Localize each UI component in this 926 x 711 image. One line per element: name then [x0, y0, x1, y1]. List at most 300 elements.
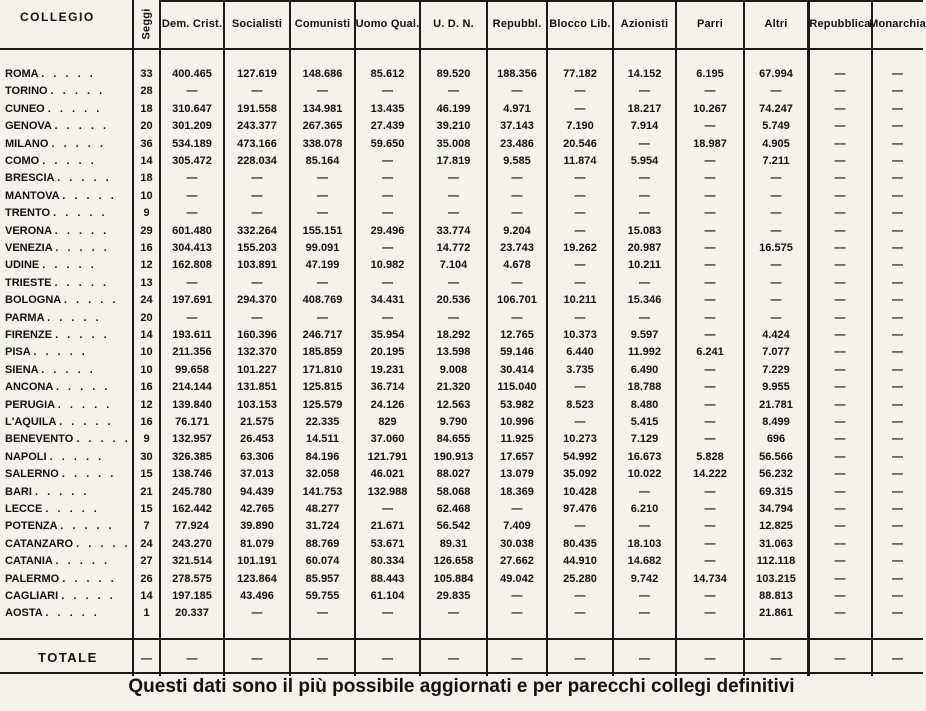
- vote-cell: —: [704, 503, 716, 515]
- vote-cell: 185.859: [302, 346, 343, 359]
- vote-cell: —: [704, 485, 716, 498]
- leader-dots: . . . . .: [55, 242, 110, 254]
- vote-cell: —: [511, 172, 523, 185]
- collegio-name-text: TRENTO: [5, 207, 51, 220]
- seggi-cell: 15: [140, 468, 153, 481]
- vote-cell: 18.369: [500, 485, 534, 498]
- vote-cell: —: [892, 520, 903, 533]
- vote-cell: 7.129: [630, 433, 659, 446]
- collegio-name: [0, 431, 133, 448]
- leader-dots: . . . . .: [51, 137, 106, 150]
- seggi-cell: 18: [140, 172, 153, 185]
- vote-cell: —: [639, 520, 650, 533]
- vote-cell: 18.987: [693, 137, 727, 150]
- leader-dots: . . . . .: [62, 189, 117, 202]
- vote-cell: —: [892, 416, 903, 428]
- collegio-name-text: SIENA: [5, 363, 39, 376]
- totale-cell: —: [251, 653, 263, 665]
- vote-cell: 97.476: [563, 503, 597, 515]
- vote-cell: 99.658: [175, 363, 209, 376]
- vote-cell: —: [770, 85, 782, 98]
- vote-cell: 27.662: [500, 555, 534, 568]
- collegio-name: [0, 118, 133, 135]
- vote-cell: —: [770, 189, 782, 202]
- leader-dots: . . . . .: [42, 259, 97, 272]
- vote-cell: 326.385: [172, 450, 212, 463]
- collegio-name: [0, 518, 133, 535]
- vote-cell: —: [574, 224, 586, 237]
- collegio-name: [0, 170, 133, 187]
- vote-cell: 211.356: [172, 346, 212, 359]
- vote-cell: —: [639, 311, 650, 324]
- vote-cell: —: [892, 450, 903, 463]
- vote-cell: 32.058: [305, 468, 340, 481]
- vote-cell: 24.126: [370, 398, 405, 411]
- vote-cell: 243.270: [172, 537, 212, 550]
- leader-dots: . . . . .: [62, 572, 117, 585]
- seggi-cell: 27: [140, 555, 153, 568]
- collegio-name: [0, 310, 133, 327]
- vote-cell: 106.701: [497, 294, 537, 307]
- vote-cell: 134.981: [302, 102, 343, 115]
- collegio-name-text: CUNEO: [5, 102, 45, 115]
- vote-cell: —: [251, 189, 263, 202]
- vote-cell: 81.079: [240, 537, 274, 550]
- leader-dots: . . . . .: [57, 172, 112, 185]
- header-seggi: [133, 0, 160, 48]
- row-divider: [0, 638, 923, 640]
- vote-cell: 20.337: [175, 607, 209, 620]
- vote-cell: 9.008: [439, 363, 468, 376]
- vote-cell: 20.546: [563, 137, 597, 150]
- vote-cell: —: [834, 363, 846, 376]
- header-collegio: COLLEGIO: [20, 10, 95, 24]
- leader-dots: . . . . .: [45, 607, 100, 620]
- vote-cell: 267.365: [302, 120, 343, 133]
- vote-cell: 6.440: [566, 346, 594, 359]
- vote-cell: —: [704, 590, 716, 602]
- collegio-name-text: PARMA: [5, 311, 45, 324]
- vote-cell: —: [834, 485, 846, 498]
- leader-dots: . . . . .: [63, 294, 119, 307]
- vote-cell: —: [186, 207, 198, 220]
- vote-cell: 141.753: [302, 485, 343, 498]
- leader-dots: . . . . .: [47, 102, 103, 115]
- vote-cell: 103.891: [237, 259, 277, 272]
- vote-cell: 31.063: [759, 537, 793, 550]
- vote-cell: 36.714: [370, 381, 405, 394]
- seggi-cell: 16: [140, 242, 153, 254]
- vote-cell: 84.196: [305, 450, 340, 463]
- vote-cell: —: [834, 590, 846, 602]
- collegio-name-text: BOLOGNA: [5, 294, 61, 307]
- vote-cell: 80.334: [370, 555, 405, 568]
- vote-cell: 8.499: [762, 416, 790, 428]
- vote-cell: 69.315: [759, 485, 793, 498]
- vote-cell: —: [834, 85, 846, 98]
- collegio-name: [0, 466, 133, 483]
- vote-cell: —: [251, 207, 263, 220]
- vote-cell: —: [834, 381, 846, 394]
- vote-cell: —: [574, 381, 586, 394]
- vote-cell: —: [448, 85, 459, 98]
- vote-cell: 103.215: [756, 572, 796, 585]
- totale-label: TOTALE: [38, 650, 98, 665]
- totale-cell: —: [574, 653, 586, 665]
- collegio-name-text: UDINE: [5, 259, 40, 272]
- vote-cell: —: [704, 207, 716, 220]
- vote-cell: —: [317, 207, 328, 220]
- vote-cell: —: [511, 503, 523, 515]
- seggi-cell: 13: [140, 276, 153, 289]
- vote-cell: —: [834, 155, 846, 167]
- vote-cell: 76.171: [175, 416, 209, 428]
- vote-cell: 10.211: [563, 294, 597, 307]
- seggi-cell: 16: [140, 416, 153, 428]
- vote-cell: 89.520: [436, 68, 471, 80]
- vote-cell: 63.306: [240, 450, 274, 463]
- seggi-cell: 1: [143, 607, 150, 620]
- collegio-name: [0, 501, 133, 518]
- seggi-cell: 14: [140, 590, 153, 602]
- seggi-cell: 21: [140, 485, 153, 498]
- vote-cell: —: [574, 416, 586, 428]
- vote-cell: 188.356: [497, 68, 537, 80]
- vote-cell: 59.650: [370, 137, 405, 150]
- vote-cell: 534.189: [172, 137, 212, 150]
- vote-cell: —: [382, 155, 393, 167]
- leader-dots: . . . . .: [76, 433, 131, 446]
- vote-cell: —: [834, 172, 846, 185]
- vote-cell: 10.022: [627, 468, 662, 481]
- vote-cell: —: [892, 329, 903, 341]
- collegio-name: [0, 484, 133, 501]
- vote-cell: 9.742: [630, 572, 659, 585]
- vote-cell: 3.735: [566, 363, 594, 376]
- vote-cell: 77.182: [563, 68, 597, 80]
- leader-dots: . . . . .: [54, 120, 110, 133]
- vote-cell: —: [382, 207, 393, 220]
- vote-cell: 696: [766, 433, 786, 446]
- totale-cell: —: [704, 653, 716, 665]
- vote-cell: —: [770, 276, 782, 289]
- vote-cell: 49.042: [500, 572, 534, 585]
- vote-cell: —: [834, 102, 846, 115]
- vote-cell: 7.077: [762, 346, 790, 359]
- vote-cell: 12.563: [436, 398, 471, 411]
- vote-cell: 245.780: [172, 485, 212, 498]
- header-party-0: Dem. Crist.: [161, 18, 223, 30]
- vote-cell: —: [892, 311, 903, 324]
- collegio-name: [0, 449, 133, 466]
- vote-cell: 15.083: [627, 224, 662, 237]
- vote-cell: —: [704, 416, 716, 428]
- leader-dots: . . . . .: [42, 155, 97, 167]
- vote-cell: 37.060: [370, 433, 405, 446]
- vote-cell: 278.575: [172, 572, 212, 585]
- vote-cell: 6.210: [630, 503, 659, 515]
- vote-cell: 29.496: [370, 224, 405, 237]
- seggi-cell: 29: [140, 224, 153, 237]
- vote-cell: —: [892, 224, 903, 237]
- vote-cell: —: [834, 189, 846, 202]
- collegio-name: [0, 553, 133, 570]
- vote-cell: 9.597: [630, 329, 659, 341]
- vote-cell: —: [834, 398, 846, 411]
- vote-cell: 305.472: [172, 155, 212, 167]
- collegio-name-text: FIRENZE: [5, 329, 53, 341]
- collegio-name: [0, 414, 133, 431]
- vote-cell: 56.232: [759, 468, 793, 481]
- vote-cell: —: [770, 207, 782, 220]
- seggi-cell: 12: [140, 398, 153, 411]
- seggi-cell: 36: [140, 137, 153, 150]
- seggi-cell: 28: [140, 85, 153, 98]
- vote-cell: —: [704, 607, 716, 620]
- collegio-name-text: ANCONA: [5, 381, 53, 394]
- vote-cell: —: [892, 85, 903, 98]
- vote-cell: 132.957: [172, 433, 212, 446]
- vote-cell: 7.229: [762, 363, 790, 376]
- collegio-name: [0, 153, 133, 170]
- vote-cell: —: [448, 189, 459, 202]
- vote-cell: —: [639, 607, 650, 620]
- vote-cell: 14.772: [436, 242, 471, 254]
- vote-cell: —: [511, 311, 523, 324]
- vote-cell: 301.209: [172, 120, 212, 133]
- collegio-name: [0, 344, 133, 361]
- vote-cell: 80.435: [563, 537, 597, 550]
- vote-cell: —: [448, 311, 459, 324]
- vote-cell: 14.682: [627, 555, 662, 568]
- vote-cell: —: [511, 85, 523, 98]
- vote-cell: 29.835: [436, 590, 471, 602]
- collegio-name-text: NAPOLI: [5, 450, 47, 463]
- collegio-name: [0, 327, 133, 344]
- vote-cell: 56.542: [436, 520, 471, 533]
- leader-dots: . . . . .: [61, 468, 117, 481]
- totale-cell: —: [448, 653, 459, 665]
- vote-cell: 20.195: [370, 346, 405, 359]
- vote-cell: 35.954: [370, 329, 405, 341]
- totale-cell: —: [317, 653, 328, 665]
- vote-cell: 4.905: [762, 137, 790, 150]
- vote-cell: 8.523: [566, 398, 594, 411]
- vote-cell: 43.496: [240, 590, 274, 602]
- vote-cell: 46.021: [370, 468, 405, 481]
- vote-cell: —: [892, 172, 903, 185]
- vote-cell: —: [639, 590, 650, 602]
- vote-cell: 35.092: [563, 468, 597, 481]
- totale-cell: —: [511, 653, 523, 665]
- vote-cell: 7.409: [503, 520, 531, 533]
- leader-dots: . . . . .: [45, 503, 100, 515]
- vote-cell: —: [834, 242, 846, 254]
- vote-cell: —: [770, 259, 782, 272]
- vote-cell: 25.280: [563, 572, 597, 585]
- collegio-name-text: CATANZARO: [5, 537, 74, 550]
- vote-cell: 243.377: [237, 120, 277, 133]
- vote-cell: 12.765: [500, 329, 534, 341]
- vote-cell: —: [186, 189, 198, 202]
- vote-cell: 131.851: [237, 381, 277, 394]
- seggi-cell: 30: [140, 450, 153, 463]
- vote-cell: 21.781: [759, 398, 793, 411]
- vote-cell: —: [834, 294, 846, 307]
- vote-cell: —: [834, 607, 846, 620]
- vote-cell: 46.199: [436, 102, 471, 115]
- vote-cell: —: [448, 607, 459, 620]
- vote-cell: —: [704, 85, 716, 98]
- vote-cell: 5.415: [630, 416, 659, 428]
- vote-cell: 11.925: [500, 433, 534, 446]
- vote-cell: —: [382, 607, 393, 620]
- vote-cell: 125.579: [302, 398, 343, 411]
- vote-cell: —: [574, 590, 586, 602]
- collegio-name: [0, 188, 133, 205]
- collegio-name-text: PISA: [5, 346, 31, 359]
- vote-cell: 190.913: [433, 450, 474, 463]
- collegio-name-text: TORINO: [5, 85, 48, 98]
- vote-cell: —: [251, 172, 263, 185]
- vote-cell: —: [448, 207, 459, 220]
- vote-cell: —: [186, 172, 198, 185]
- vote-cell: —: [892, 363, 903, 376]
- vote-cell: —: [834, 520, 846, 533]
- vote-cell: 4.678: [503, 259, 531, 272]
- vote-cell: —: [770, 294, 782, 307]
- vote-cell: —: [892, 398, 903, 411]
- collegio-name-text: PERUGIA: [5, 398, 55, 411]
- collegio-name-text: MILANO: [5, 137, 49, 150]
- collegio-name-text: MANTOVA: [5, 189, 60, 202]
- vote-cell: 59.146: [500, 346, 534, 359]
- vote-cell: —: [704, 224, 716, 237]
- leader-dots: . . . . .: [50, 85, 106, 98]
- collegio-name: [0, 379, 133, 396]
- vote-cell: —: [704, 172, 716, 185]
- leader-dots: . . . . .: [53, 207, 108, 220]
- header-party-2: Comunisti: [294, 18, 351, 30]
- seggi-cell: 24: [140, 294, 153, 307]
- vote-cell: 15.346: [627, 294, 662, 307]
- vote-cell: —: [186, 276, 198, 289]
- vote-cell: 13.598: [436, 346, 471, 359]
- leader-dots: . . . . .: [33, 346, 88, 359]
- vote-cell: —: [892, 503, 903, 515]
- vote-cell: —: [382, 311, 393, 324]
- leader-dots: . . . . .: [60, 520, 115, 533]
- vote-cell: 37.013: [240, 468, 274, 481]
- vote-cell: —: [892, 555, 903, 568]
- vote-cell: 103.153: [237, 398, 277, 411]
- vote-cell: —: [574, 189, 586, 202]
- seggi-cell: 9: [143, 207, 150, 220]
- vote-cell: 13.435: [370, 102, 405, 115]
- vote-cell: —: [834, 450, 846, 463]
- vote-cell: 30.414: [500, 363, 534, 376]
- vote-cell: 14.222: [693, 468, 727, 481]
- footer-note: Questi dati sono il più possibile aggiornati e per parecchi collegi definitivi: [128, 676, 795, 697]
- vote-cell: —: [892, 259, 903, 272]
- totale-cell: —: [770, 653, 782, 665]
- vote-cell: 18.103: [627, 537, 662, 550]
- vote-cell: 155.203: [237, 242, 277, 254]
- header-party-1: Socialisti: [231, 18, 283, 30]
- vote-cell: 23.486: [500, 137, 534, 150]
- vote-cell: 6.490: [630, 363, 659, 376]
- header-party-3: Uomo Qual.: [355, 18, 420, 30]
- vote-cell: —: [574, 520, 586, 533]
- vote-cell: 39.890: [240, 520, 274, 533]
- vote-cell: —: [574, 207, 586, 220]
- leader-dots: . . . . .: [55, 555, 111, 568]
- vote-cell: 8.480: [630, 398, 659, 411]
- vote-cell: —: [574, 259, 586, 272]
- vote-cell: 13.079: [500, 468, 534, 481]
- vote-cell: 10.211: [627, 259, 662, 272]
- vote-cell: —: [574, 607, 586, 620]
- vote-cell: —: [186, 85, 198, 98]
- vote-cell: —: [834, 468, 846, 481]
- vote-cell: 42.765: [240, 503, 274, 515]
- vote-cell: —: [834, 572, 846, 585]
- collegio-name-text: BRESCIA: [5, 172, 55, 185]
- leader-dots: . . . . .: [55, 329, 110, 341]
- vote-cell: —: [704, 259, 716, 272]
- vote-cell: —: [892, 485, 903, 498]
- vote-cell: 85.957: [305, 572, 340, 585]
- vote-cell: —: [834, 329, 846, 341]
- vote-cell: —: [574, 172, 586, 185]
- vote-cell: 139.840: [172, 398, 212, 411]
- vote-cell: 21.575: [240, 416, 274, 428]
- vote-cell: —: [834, 416, 846, 428]
- vote-cell: 84.655: [436, 433, 471, 446]
- vote-cell: 10.996: [500, 416, 534, 428]
- vote-cell: —: [382, 172, 393, 185]
- totale-seggi: —: [141, 653, 152, 665]
- vote-cell: —: [382, 276, 393, 289]
- seggi-cell: 10: [140, 363, 153, 376]
- vote-cell: 9.204: [503, 224, 531, 237]
- vote-cell: —: [511, 276, 523, 289]
- vote-cell: 16.673: [627, 450, 662, 463]
- collegio-name-text: L'AQUILA: [5, 416, 57, 428]
- vote-cell: 9.955: [762, 381, 790, 394]
- vote-cell: 54.992: [563, 450, 597, 463]
- collegio-name: [0, 292, 133, 309]
- header-party-4: U. D. N.: [433, 18, 474, 30]
- leader-dots: . . . . .: [41, 363, 96, 376]
- vote-cell: —: [448, 276, 459, 289]
- vote-cell: 9.790: [439, 416, 468, 428]
- vote-cell: 132.988: [367, 485, 408, 498]
- vote-cell: 148.686: [302, 68, 343, 80]
- vote-cell: —: [770, 224, 782, 237]
- vote-cell: 48.277: [305, 503, 340, 515]
- vote-cell: —: [317, 85, 328, 98]
- vote-cell: —: [834, 207, 846, 220]
- vote-cell: 14.511: [305, 433, 340, 446]
- vote-cell: 601.480: [172, 224, 212, 237]
- seggi-cell: 33: [140, 68, 153, 80]
- collegio-name: [0, 362, 133, 379]
- leader-dots: . . . . .: [54, 276, 110, 289]
- vote-cell: 7.104: [439, 259, 468, 272]
- vote-cell: —: [892, 120, 903, 133]
- vote-cell: —: [892, 137, 903, 150]
